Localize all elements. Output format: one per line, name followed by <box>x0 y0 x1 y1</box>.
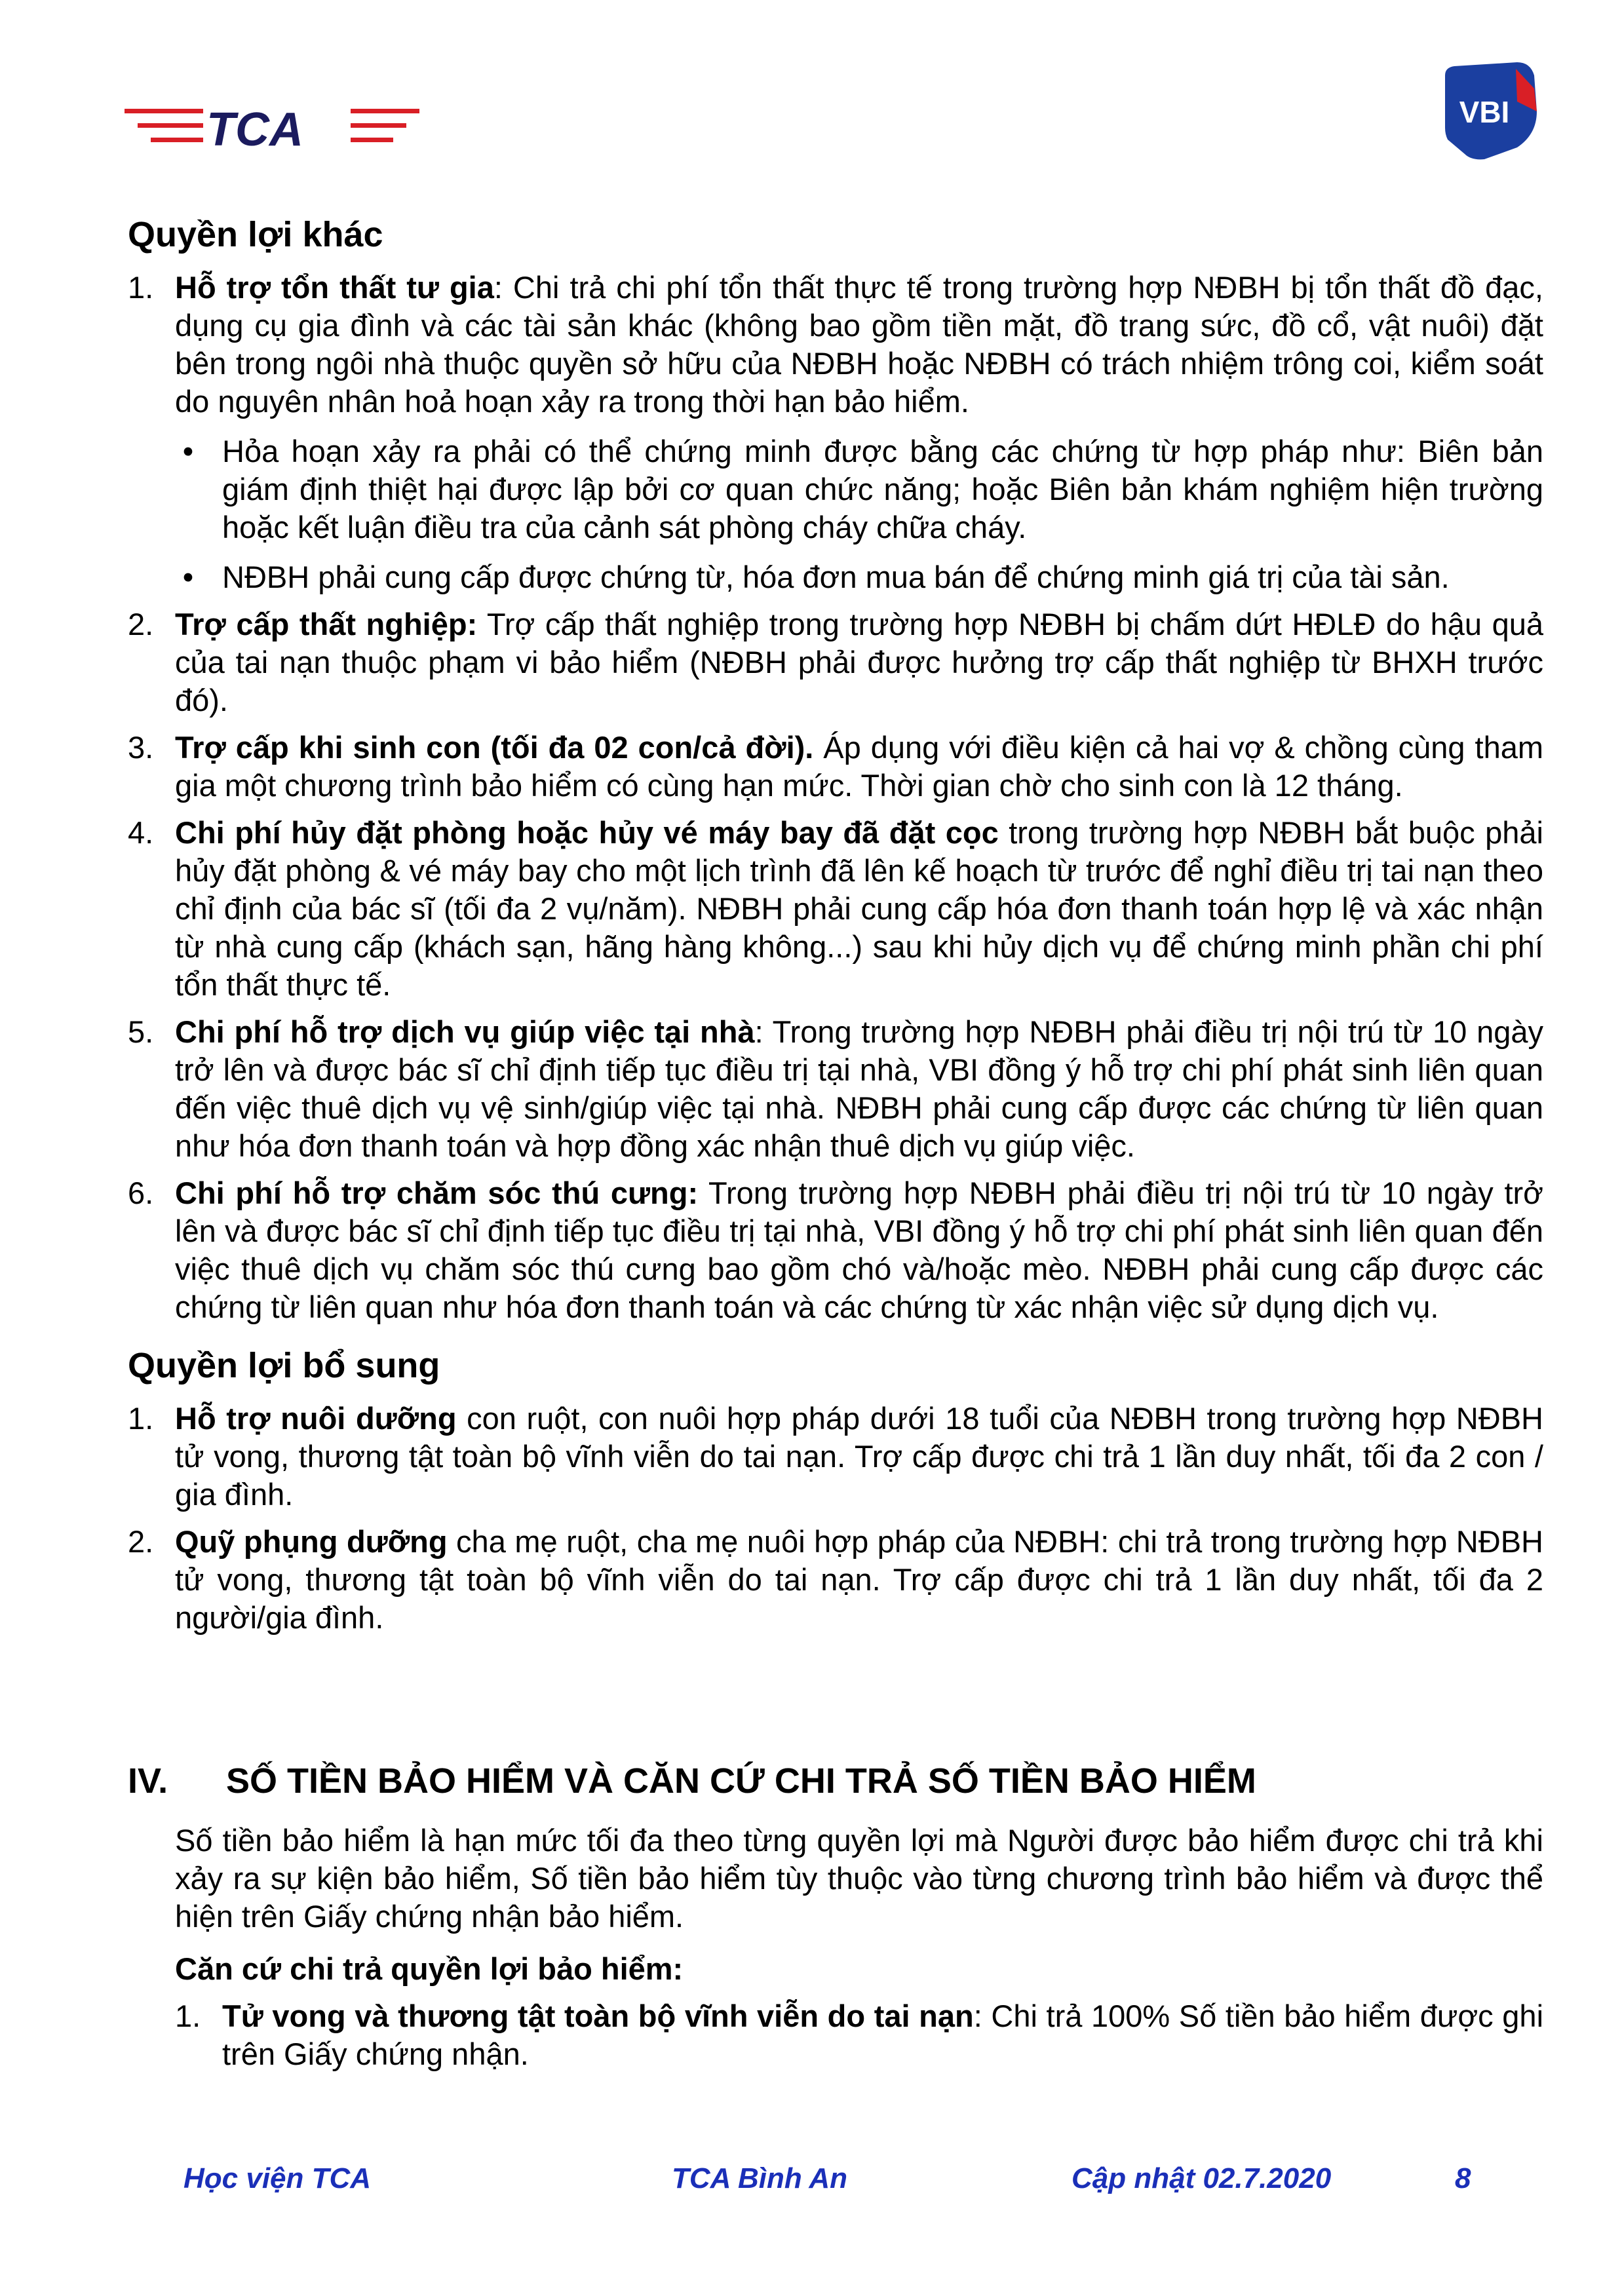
section-title: SỐ TIỀN BẢO HIỂM VÀ CĂN CỨ CHI TRẢ SỐ TIỀN BẢO HIỂM <box>226 1761 1256 1801</box>
list-item <box>128 1013 1543 1165</box>
item-text: : Chi trả chi phí tổn thất thực tế trong trường hợp NĐBH bị tổn thất đồ đạc, dụng cụ gia đình và các tài sản khác (không bao gồm tiền mặt, đồ trang sức, đồ cổ, vật nuôi) đặt bên trong ngôi nhà thuộc quyền sở hữu của NĐBH hoặc NĐBH có trách nhiệm trông coi, kiểm soát do nguyên nhân hoả hoạn xảy ra trong thời hạn bảo hiểm. <box>175 270 1543 419</box>
section-heading-iv <box>128 1756 1256 1806</box>
additional-benefits-list <box>128 1400 1543 1637</box>
item-text: Trong trường hợp NĐBH phải điều trị nội trú từ 10 ngày trở lên và được bác sĩ chỉ định tiếp tục điều trị tại nhà, VBI đồng ý hỗ trợ chi phí phát sinh liên quan đến việc thuê dịch vụ chăm sóc thú cưng bao gồm chó và/hoặc mèo. NĐBH phải cung cấp được các chứng từ liên quan như hóa đơn thanh toán và các chứng từ xác nhận việc sử dụng dịch vụ. <box>175 1176 1543 1324</box>
list-item <box>175 1997 1543 2073</box>
svg-text:VBI: VBI <box>1459 95 1510 129</box>
item-number: 1. <box>128 1401 154 1436</box>
item-number: 6. <box>128 1176 154 1210</box>
item-number: 2. <box>128 607 154 641</box>
list-item <box>128 1523 1543 1637</box>
bullet-item <box>175 432 1543 546</box>
item-number: 3. <box>128 730 154 765</box>
item-title: Chi phí hỗ trợ dịch vụ giúp việc tại nhà <box>175 1014 755 1049</box>
list-item <box>128 1400 1543 1514</box>
tca-logo <box>125 105 419 151</box>
item-title: Hỗ trợ nuôi dưỡng <box>175 1401 457 1436</box>
bullet-icon: • <box>182 560 194 594</box>
item-title: Quỹ phụng dưỡng <box>175 1524 448 1559</box>
list-item <box>128 605 1543 719</box>
item-title: Tử vong và thương tật toàn bộ vĩnh viễn do tai nạn <box>222 1999 974 2033</box>
vbi-logo <box>1439 62 1537 161</box>
payout-basis-list <box>175 1997 1543 2073</box>
item-number: 4. <box>128 815 154 850</box>
item-text: Áp dụng với điều kiện cả hai vợ & chồng cùng tham gia một chương trình bảo hiểm có cùng hạn mức. Thời gian chờ cho sinh con là 12 tháng. <box>175 730 1543 803</box>
main-content <box>128 210 1543 1637</box>
page-number: 8 <box>1455 2162 1471 2194</box>
section-iv-body <box>175 1822 1543 2073</box>
item-title: Chi phí hỗ trợ chăm sóc thú cưng: <box>175 1176 699 1210</box>
bullet-item <box>175 558 1543 596</box>
list-item <box>128 1174 1543 1326</box>
list-item <box>128 729 1543 805</box>
item-title: Hỗ trợ tổn thất tư gia <box>175 270 494 305</box>
list-item <box>128 814 1543 1004</box>
section-subheading: Căn cứ chi trả quyền lợi bảo hiểm: <box>175 1951 684 1986</box>
section-title-other-benefits: Quyền lợi khác <box>128 215 383 254</box>
svg-text:TCA: TCA <box>206 105 303 151</box>
item-text: : Chi trả 100% Số tiền bảo hiểm được ghi trên Giấy chứng nhận. <box>222 1999 1544 2071</box>
bullet-text: NĐBH phải cung cấp được chứng từ, hóa đơn mua bán để chứng minh giá trị của tài sản. <box>222 560 1450 594</box>
item-text: con ruột, con nuôi hợp pháp dưới 18 tuổi của NĐBH trong trường hợp NĐBH tử vong, thương tật toàn bộ vĩnh viễn do tai nạn. Trợ cấp được chi trả 1 lần duy nhất, tối đa 2 con / gia đình. <box>175 1401 1543 1512</box>
item-text: trong trường hợp NĐBH bắt buộc phải hủy đặt phòng & vé máy bay cho một lịch trình đã lên kế hoạch từ trước để nghỉ điều trị tai nạn theo chỉ định của bác sĩ (tối đa 2 vụ/năm). NĐBH phải cung cấp hóa đơn thanh toán hợp lệ và xác nhận từ nhà cung cấp (khách sạn, hãng hàng không...) sau khi hủy dịch vụ để chứng minh phần chi phí tổn thất thực tế. <box>175 815 1543 1002</box>
item-text: Trợ cấp thất nghiệp trong trường hợp NĐBH bị chấm dứt HĐLĐ do hậu quả của tai nạn thuộc phạm vi bảo hiểm (NĐBH phải được hưởng trợ cấp thất nghiệp từ BHXH trước đó). <box>175 607 1543 718</box>
item-text: : Trong trường hợp NĐBH phải điều trị nội trú từ 10 ngày trở lên và được bác sĩ chỉ định tiếp tục điều trị tại nhà, VBI đồng ý hỗ trợ chi phí phát sinh liên quan đến việc thuê dịch vụ vệ sinh/giúp việc tại nhà. NĐBH phải cung cấp được các chứng từ liên quan như hóa đơn thanh toán và hợp đồng xác nhận thuê dịch vụ giúp việc. <box>175 1014 1543 1163</box>
item-number: 1. <box>175 1999 201 2033</box>
item-title: Trợ cấp thất nghiệp: <box>175 607 478 641</box>
item-title: Trợ cấp khi sinh con (tối đa 02 con/cả đời). <box>175 730 814 765</box>
bullet-text: Hỏa hoạn xảy ra phải có thể chứng minh được bằng các chứng từ hợp pháp như: Biên bản giám định thiệt hại được lập bởi cơ quan chức năng; hoặc Biên bản khám nghiệm hiện trường hoặc kết luận điều tra của cảnh sát phòng cháy chữa cháy. <box>222 434 1543 545</box>
list-item <box>128 269 1543 596</box>
item-number: 1. <box>128 270 154 305</box>
item-text: cha mẹ ruột, cha mẹ nuôi hợp pháp của NĐBH: chi trả trong trường hợp NĐBH tử vong, thương tật toàn bộ vĩnh viễn do tai nạn. Trợ cấp được chi trả 1 lần duy nhất, tối đa 2 người/gia đình. <box>175 1524 1543 1635</box>
footer-left: Học viện TCA <box>183 2162 372 2194</box>
page-footer <box>0 2162 1622 2202</box>
bullet-list <box>175 432 1543 596</box>
section-title-additional-benefits: Quyền lợi bổ sung <box>128 1346 440 1385</box>
other-benefits-list <box>128 269 1543 1326</box>
bullet-icon: • <box>182 434 194 469</box>
item-title: Chi phí hủy đặt phòng hoặc hủy vé máy bay đã đặt cọc <box>175 815 999 850</box>
footer-center: TCA Bình An <box>672 2162 848 2194</box>
section-paragraph: Số tiền bảo hiểm là hạn mức tối đa theo từng quyền lợi mà Người được bảo hiểm được chi trả khi xảy ra sự kiện bảo hiểm, Số tiền bảo hiểm tùy thuộc vào từng chương trình bảo hiểm và được thể hiện trên Giấy chứng nhận bảo hiểm. <box>175 1823 1543 1934</box>
item-number: 2. <box>128 1524 154 1559</box>
item-number: 5. <box>128 1014 154 1049</box>
section-number: IV. <box>128 1761 168 1801</box>
footer-right: Cập nhật 02.7.2020 <box>1072 2162 1332 2194</box>
